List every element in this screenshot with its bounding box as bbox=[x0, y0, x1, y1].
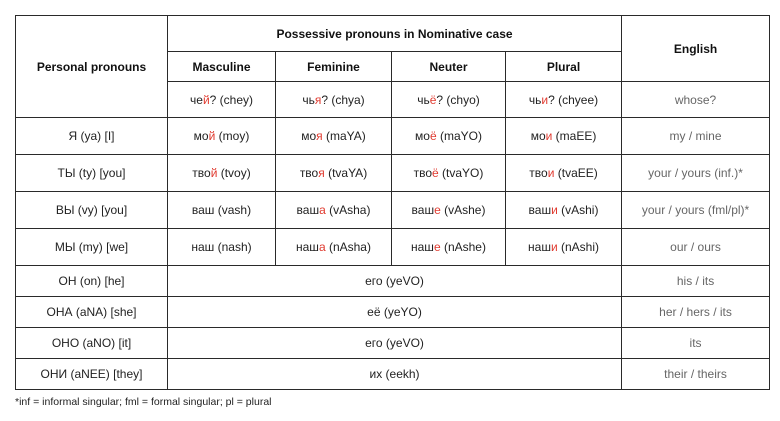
pronoun-cell: ОНО (aNO) [it] bbox=[16, 328, 168, 359]
header-personal-pronouns: Personal pronouns bbox=[16, 16, 168, 118]
english-cell: your / yours (inf.)* bbox=[622, 155, 770, 192]
neuter-cell: наше (nAshe) bbox=[392, 229, 506, 266]
invariant-form-cell: его (yeVO) bbox=[168, 328, 622, 359]
header-neuter: Neuter bbox=[392, 52, 506, 82]
english-cell: my / mine bbox=[622, 118, 770, 155]
header-possessive-title: Possessive pronouns in Nominative case bbox=[168, 16, 622, 52]
question-plural: чьи? (chyee) bbox=[506, 82, 622, 118]
english-cell: his / its bbox=[622, 266, 770, 297]
masculine-cell: твой (tvoy) bbox=[168, 155, 276, 192]
question-feminine: чья? (chya) bbox=[276, 82, 392, 118]
english-cell: her / hers / its bbox=[622, 297, 770, 328]
pronoun-cell: ОН (on) [he] bbox=[16, 266, 168, 297]
invariant-form-cell: её (yeYO) bbox=[168, 297, 622, 328]
invariant-form-cell: его (yeVO) bbox=[168, 266, 622, 297]
header-english: English bbox=[622, 16, 770, 82]
header-masculine: Masculine bbox=[168, 52, 276, 82]
pronoun-cell: ОНИ (aNEE) [they] bbox=[16, 359, 168, 390]
table-row bbox=[16, 328, 770, 359]
question-english: whose? bbox=[622, 82, 770, 118]
plural-cell: наши (nAshi) bbox=[506, 229, 622, 266]
feminine-cell: наша (nAsha) bbox=[276, 229, 392, 266]
feminine-cell: ваша (vAsha) bbox=[276, 192, 392, 229]
possessive-pronouns-table bbox=[15, 15, 770, 390]
footnote: *inf = informal singular; fml = formal singular; pl = plural bbox=[15, 396, 272, 408]
table-row bbox=[16, 155, 770, 192]
header-plural: Plural bbox=[506, 52, 622, 82]
english-cell: their / theirs bbox=[622, 359, 770, 390]
invariant-form-cell: их (eekh) bbox=[168, 359, 622, 390]
plural-cell: мои (maEE) bbox=[506, 118, 622, 155]
pronoun-cell: ВЫ (vy) [you] bbox=[16, 192, 168, 229]
question-masculine: чей? (chey) bbox=[168, 82, 276, 118]
plural-cell: твои (tvaEE) bbox=[506, 155, 622, 192]
table-row bbox=[16, 118, 770, 155]
neuter-cell: твоё (tvaYO) bbox=[392, 155, 506, 192]
pronoun-cell: Я (ya) [I] bbox=[16, 118, 168, 155]
feminine-cell: твоя (tvaYA) bbox=[276, 155, 392, 192]
table-row bbox=[16, 229, 770, 266]
table-row bbox=[16, 266, 770, 297]
english-cell: our / ours bbox=[622, 229, 770, 266]
feminine-cell: моя (maYA) bbox=[276, 118, 392, 155]
pronoun-cell: МЫ (my) [we] bbox=[16, 229, 168, 266]
table-row bbox=[16, 192, 770, 229]
pronoun-cell: ОНА (aNA) [she] bbox=[16, 297, 168, 328]
english-cell: its bbox=[622, 328, 770, 359]
table-row bbox=[16, 297, 770, 328]
plural-cell: ваши (vAshi) bbox=[506, 192, 622, 229]
table-row bbox=[16, 359, 770, 390]
header-feminine: Feminine bbox=[276, 52, 392, 82]
masculine-cell: наш (nash) bbox=[168, 229, 276, 266]
masculine-cell: мой (moy) bbox=[168, 118, 276, 155]
question-neuter: чьё? (chyo) bbox=[392, 82, 506, 118]
masculine-cell: ваш (vash) bbox=[168, 192, 276, 229]
neuter-cell: моё (maYO) bbox=[392, 118, 506, 155]
english-cell: your / yours (fml/pl)* bbox=[622, 192, 770, 229]
neuter-cell: ваше (vAshe) bbox=[392, 192, 506, 229]
pronoun-cell: ТЫ (ty) [you] bbox=[16, 155, 168, 192]
